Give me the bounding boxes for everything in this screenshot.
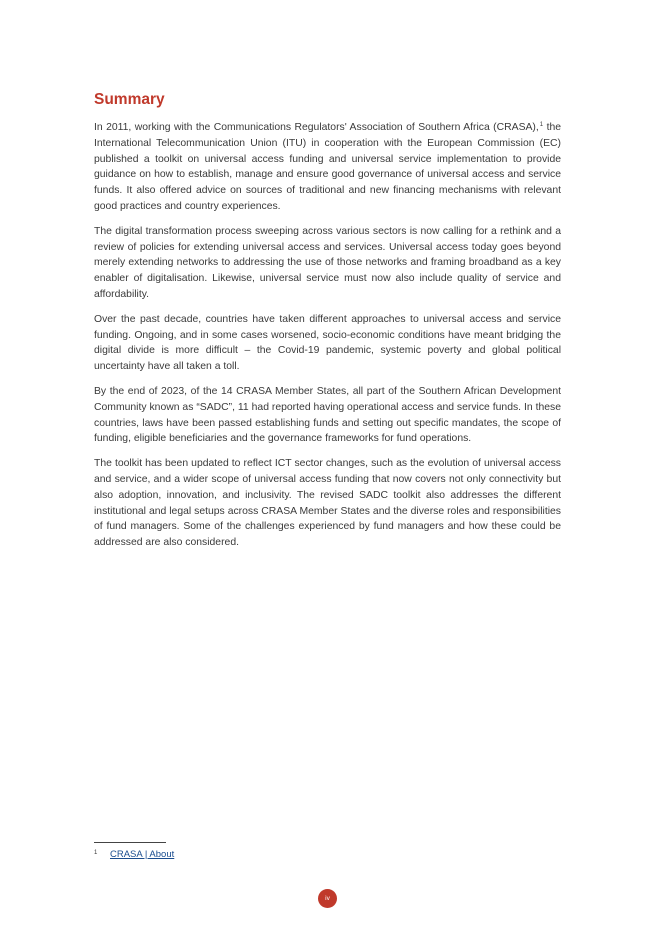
paragraph-1-lead: In 2011, working with the Communications Regulators' Association of Southern Africa (CRASA), xyxy=(94,122,539,133)
footnote-number: 1 xyxy=(94,850,98,856)
footnote-reference[interactable]: 1 xyxy=(539,122,544,128)
paragraph-1-continuation: the International Telecommunication Union (ITU) in cooperation with the European Commission (EC) published a toolkit on universal access funding and universal service implementation to provide guidance on how to establish, manage and ensure good governance of universal access and service funds. It also offered advice on sources of traditional and new financing mechanisms with relevant good practices and country experiences. xyxy=(94,122,562,212)
footnote-divider xyxy=(94,842,166,843)
page-number-badge: iv xyxy=(318,889,337,908)
document-body xyxy=(94,88,561,560)
footnote-link[interactable]: CRASA | About xyxy=(110,849,175,860)
page-title: Summary xyxy=(94,91,165,108)
paragraph-4: By the end of 2023, of the 14 CRASA Member States, all part of the Southern African Development Community known as “SADC”, 11 had reported having operational access and service funds. In these countries, laws have been passed establishing funds and setting out specific mandates, the scope of funding, eligible beneficiaries and the governance frameworks for fund operations. xyxy=(94,385,561,445)
footnote xyxy=(94,847,174,861)
paragraph-1 xyxy=(94,120,561,215)
paragraph-2: The digital transformation process sweeping across various sectors is now calling for a rethink and a review of policies for extending universal access and services. Universal access today goes beyond merely extending networks to addressing the use of those networks and framing broadband as a key enabler of digitalisation. Likewise, universal service must now also include quality of service and affordability. xyxy=(94,225,561,300)
paragraph-5: The toolkit has been updated to reflect ICT sector changes, such as the evolution of universal access and service, and a wider scope of universal access funding that now covers not only connectivity but also adoption, innovation, and inclusivity. The revised SADC toolkit also addresses the different institutional and legal setups across CRASA Member States and the diverse roles and responsibilities of fund managers. Some of the challenges experienced by fund managers and how these could be addressed are also considered. xyxy=(94,458,561,549)
paragraph-3: Over the past decade, countries have taken different approaches to universal access and service funding. Ongoing, and in some cases worsened, socio-economic conditions have meant bridging the digital divide is more difficult – the Covid-19 pandemic, systemic poverty and global political uncertainty have all taken a toll. xyxy=(94,313,561,373)
